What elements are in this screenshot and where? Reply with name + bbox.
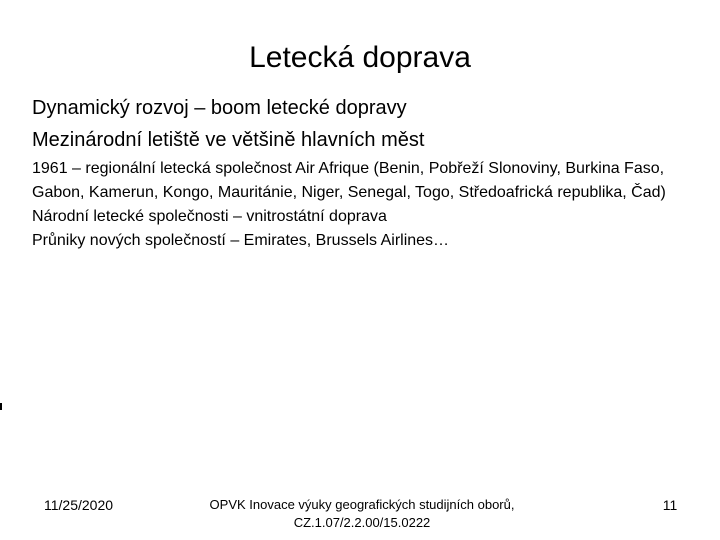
main-point-airports: Mezinárodní letiště ve většině hlavních měst [32, 129, 425, 151]
footer-date: 11/25/2020 [44, 497, 114, 513]
main-point-boom: Dynamický rozvoj – boom letecké dopravy [32, 97, 407, 119]
footer-page-number: 11 [662, 497, 678, 513]
main-points-list [32, 92, 692, 156]
sub-points-list [32, 157, 672, 253]
slide-title: Letecká doprava [249, 41, 471, 74]
edge-mark [0, 403, 2, 410]
footer-text: OPVK Inovace výuky geografických studijních oborů, CZ.1.07/2.2.00/15.0222 [209, 497, 515, 530]
sub-point-new-airlines: Průniky nových společností – Emirates, Brussels Airlines… [32, 232, 450, 249]
sub-point-air-afrique: 1961 – regionální letecká společnost Air Afrique (Benin, Pobřeží Slonoviny, Burkina Faso, Gabon, Kamerun, Kongo, Mauritánie, Niger, Senegal, Togo, Středoafrická republika, Čad) [32, 160, 666, 201]
sub-point-national-airlines: Národní letecké společnosti – vnitrostátní doprava [32, 208, 387, 225]
